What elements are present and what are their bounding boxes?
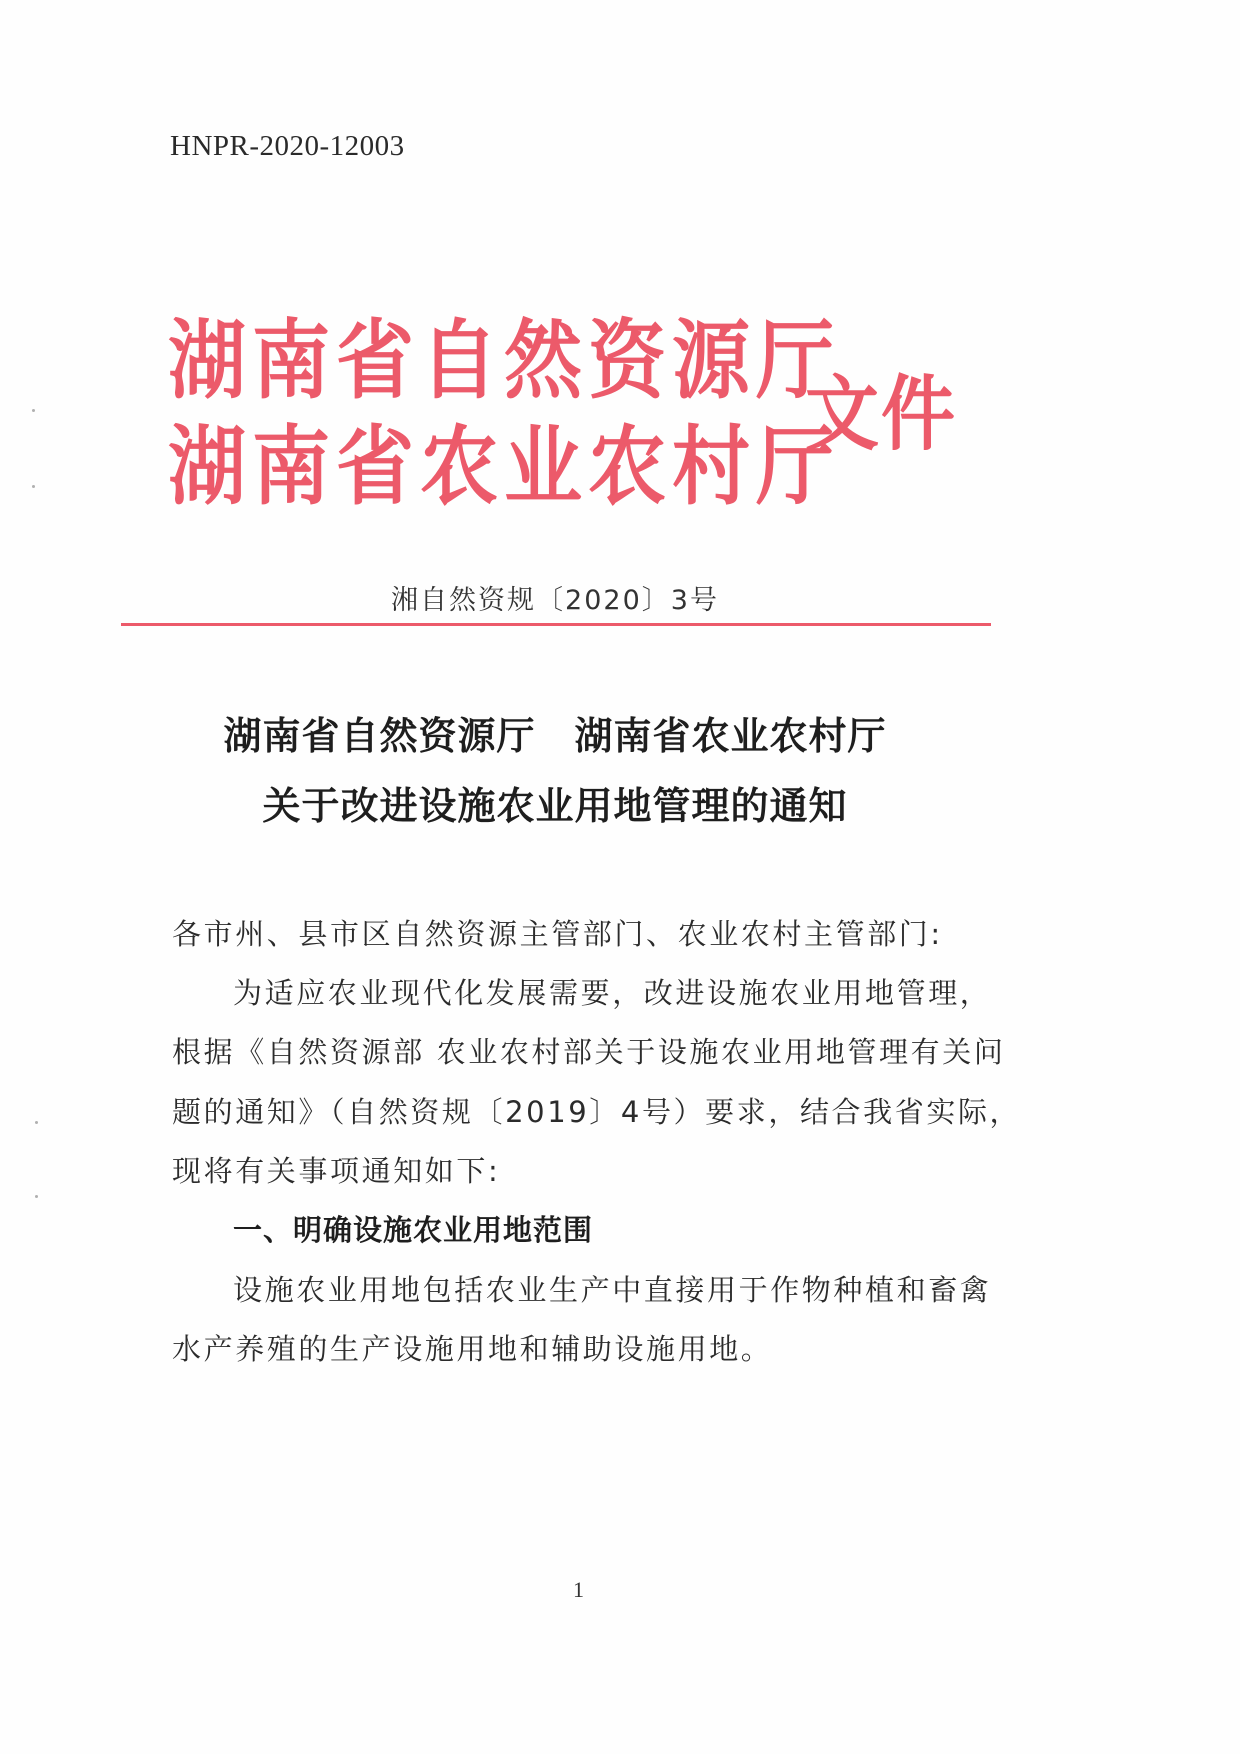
issuer-header-line-1: 湖南省自然资源厅 xyxy=(168,310,841,411)
scan-speck xyxy=(32,409,35,412)
paragraph-1-line-2: 根据《自然资源部 农业农村部关于设施农业用地管理有关问 xyxy=(172,1035,1006,1069)
issuer-header-line-2: 湖南省农业农村厅 xyxy=(168,416,841,517)
document-number: 湘自然资规〔2020〕3号 xyxy=(391,585,719,616)
addressee-line: 各市州、县市区自然资源主管部门、农业农村主管部门: xyxy=(172,917,943,951)
document-title-line-1: 湖南省自然资源厅 湖南省农业农村厅 xyxy=(223,713,887,758)
section-1-heading: 一、明确设施农业用地范围 xyxy=(233,1213,594,1247)
paragraph-2-line-2: 水产养殖的生产设施用地和辅助设施用地。 xyxy=(172,1332,773,1366)
scan-speck xyxy=(35,1195,38,1198)
paragraph-2-line-1: 设施农业用地包括农业生产中直接用于作物种植和畜禽 xyxy=(233,1273,992,1307)
paragraph-1-line-3: 题的通知》（自然资规〔2019〕4号）要求，结合我省实际， xyxy=(172,1095,1022,1129)
paragraph-1-line-4: 现将有关事项通知如下: xyxy=(172,1154,501,1188)
issuer-header-suffix: 文件 xyxy=(805,367,957,462)
document-id: HNPR-2020-12003 xyxy=(170,130,405,162)
document-title-line-2: 关于改进设施农业用地管理的通知 xyxy=(262,783,848,828)
scan-speck xyxy=(35,1121,38,1124)
red-divider-rule xyxy=(121,623,991,626)
scan-speck xyxy=(32,485,35,488)
page-number: 1 xyxy=(573,1577,584,1602)
paragraph-1-line-1: 为适应农业现代化发展需要，改进设施农业用地管理， xyxy=(233,976,992,1010)
